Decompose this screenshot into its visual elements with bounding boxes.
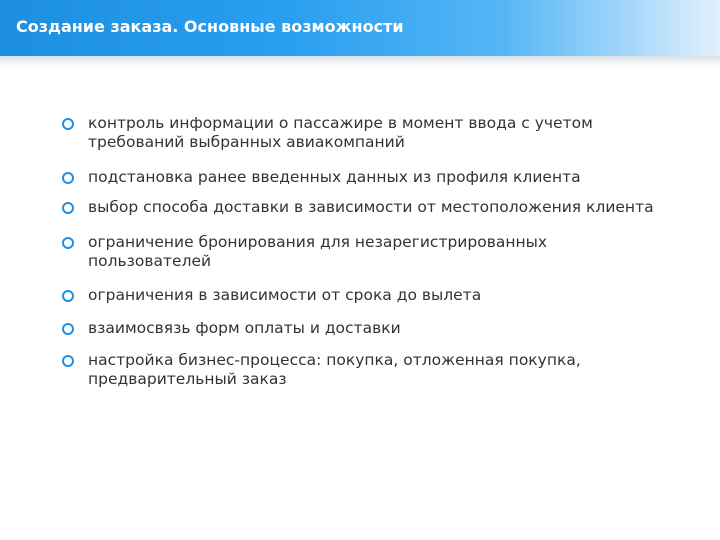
bullet-text: ограничение бронирования для незарегистрированных пользователей [88, 233, 548, 270]
bullet-item [62, 168, 662, 187]
circle-bullet-icon [62, 202, 74, 214]
bullet-item [62, 286, 662, 305]
bullet-text: контроль информации о пассажире в момент ввода с учетом требований выбранных авиакомпаний [88, 114, 593, 151]
circle-bullet-icon [62, 118, 74, 130]
bullet-item [62, 319, 662, 338]
bullet-text: выбор способа доставки в зависимости от местоположения клиента [88, 198, 654, 216]
circle-bullet-icon [62, 237, 74, 249]
bullet-text: ограничения в зависимости от срока до вылета [88, 286, 482, 304]
bullet-item [62, 198, 662, 217]
bullet-text: взаимосвязь форм оплаты и доставки [88, 319, 401, 337]
title-bar [0, 0, 720, 56]
slide-title: Создание заказа. Основные возможности [16, 17, 404, 36]
circle-bullet-icon [62, 172, 74, 184]
bullet-item [62, 233, 662, 271]
circle-bullet-icon [62, 355, 74, 367]
bullet-text: подстановка ранее введенных данных из профиля клиента [88, 168, 581, 186]
circle-bullet-icon [62, 323, 74, 335]
circle-bullet-icon [62, 290, 74, 302]
bullet-text: настройка бизнес-процесса: покупка, отложенная покупка, предварительный заказ [88, 351, 581, 388]
bullet-list [62, 114, 662, 389]
bullet-item [62, 114, 662, 152]
bullet-item [62, 351, 662, 389]
